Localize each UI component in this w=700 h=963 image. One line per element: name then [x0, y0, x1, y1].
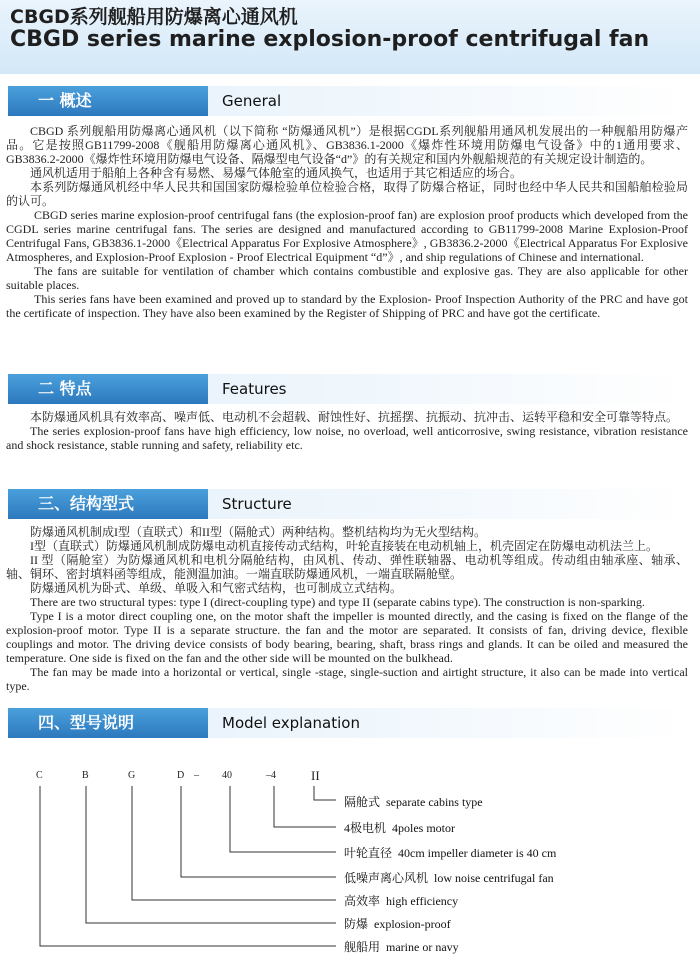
section-general-header	[8, 86, 688, 116]
section-label-en: Structure	[222, 495, 292, 513]
section-label-cn: 一 概述	[8, 86, 208, 116]
page-header	[0, 0, 700, 74]
title-chinese: CBGD系列舰船用防爆离心通风机	[10, 6, 298, 28]
label-en: 40cm impeller diameter is 40 cm	[398, 846, 557, 860]
model-leader-lines	[0, 760, 700, 963]
leader-line	[132, 786, 336, 900]
model-code-letter: 40	[222, 770, 232, 781]
model-code-letter: C	[36, 770, 43, 781]
model-code-diagram	[0, 760, 700, 963]
leader-line	[230, 786, 336, 852]
paragraph: II 型（隔舱室）为防爆通风机和电机分隔舱结构，由风机、传动、弹性联轴器、电动机等组成。传动组由轴承座、轴承、轴、铜环、密封填料函等组成，能测温加油。一端直联防爆通风机，一端直联隔舱壁。	[6, 553, 688, 581]
label-en: 4poles motor	[392, 821, 456, 835]
paragraph: The fan may be made into a horizontal or vertical, single -stage, single-suction and airtight structure, it also can be made into vertical type.	[6, 665, 688, 693]
model-code-letter: D	[177, 770, 185, 781]
paragraph: CBGD 系列舰船用防爆离心通风机（以下简称 “防爆通风机”）是根据CGDL系列舰船用通风机发展出的一种舰船用防爆产品。它是按照GB11799-2008《舰船用防爆离心通风机》、GB3836.1-2000《爆炸性环境用防爆电气设备》中的1通用要求、GB3836.2-2000《爆炸性环境用防爆电气设备、隔爆型电气设备“d”》的有关规定和国内外舰船规范的有关规定设计制造的。	[6, 124, 688, 166]
paragraph: I型（直联式）防爆通风机制成防爆电动机直接传动式结构，叶轮直接装在电动机轴上，机壳固定在防爆电动机法兰上。	[30, 539, 659, 553]
paragraph: 通风机适用于船舶上各种含有易燃、易爆气体舱室的通风换气，也适用于其它相适应的场合。	[30, 166, 523, 180]
label-cn: 叶轮直径	[344, 846, 393, 860]
paragraph: The fans are suitable for ventilation of chamber which contains combustible and explosive gas. They are also applicable for other suitable places.	[6, 264, 688, 292]
section-model-header	[8, 708, 688, 738]
label-en: high efficiency	[386, 894, 459, 908]
label-cn: 舰船用	[344, 940, 381, 954]
section-label-cn: 三、结构型式	[8, 489, 208, 519]
section-label-cn: 四、型号说明	[8, 708, 208, 738]
paragraph: The series explosion-proof fans have high efficiency, low noise, no overload, well anticorrosive, swing resistance, vibration resistance and shock resistance, stable running and safety, reliability etc.	[6, 424, 688, 452]
general-text	[6, 124, 688, 320]
label-cn: 4极电机	[344, 821, 387, 835]
paragraph: 本系列防爆通风机经中华人民共和国国家防爆检验单位检验合格，取得了防爆合格证，同时也经中华人民共和国船舶检验局的认可。	[6, 180, 688, 208]
section-features-header	[8, 374, 688, 404]
label-en: separate cabins type	[386, 795, 483, 809]
model-code-dash: –	[194, 770, 199, 781]
label-cn: 隔舱式	[344, 795, 381, 809]
model-label-efficiency	[344, 892, 464, 909]
leader-line	[181, 786, 336, 877]
model-label-low-noise	[344, 869, 560, 886]
model-label-poles	[344, 819, 461, 836]
section-label-cn: 二 特点	[8, 374, 208, 404]
paragraph: 防爆通风机为卧式、单级、单吸入和气密式结构，也可制成立式结构。	[30, 581, 403, 595]
leader-line	[274, 786, 336, 827]
model-label-marine	[344, 938, 465, 955]
paragraph: 本防爆通风机具有效率高、噪声低、电动机不会超载、耐蚀性好、抗摇摆、抗振动、抗冲击、运转平稳和安全可靠等特点。	[30, 410, 679, 424]
features-text	[6, 410, 688, 452]
label-cn: 防爆	[344, 917, 369, 931]
paragraph: Type I is a motor direct coupling one, on the motor shaft the impeller is mounted directly, and the casing is fixed on the flange of the explosion-proof motor. Type II is a separate structure. the fan and the motor are separated. It consists of fan, driving device, flexible couplings and motor. The driving device consists of body bearing, bearing, shaft, brass rings and glands. It can be oiled and measured the temperature. One side is fixed on the fan and the other side will be mounted on the bulkhead.	[6, 609, 688, 665]
label-cn: 低噪声离心风机	[344, 871, 429, 885]
paragraph: This series fans have been examined and proved up to standard by the Explosion- Proof Inspection Authority of the PRC and have got the certificate of inspection. They have also been examined by the Register of Shipping of PRC and have got the certificate.	[6, 292, 688, 320]
label-cn: 高效率	[344, 894, 381, 908]
section-label-en: Model explanation	[222, 714, 360, 732]
model-label-explosion-proof	[344, 915, 457, 932]
paragraph: There are two structural types: type I (direct-coupling type) and type II (separate cabins type). The construction is non-sparking.	[30, 595, 645, 609]
model-code-letter: B	[82, 770, 89, 781]
model-code-letter: G	[128, 770, 136, 781]
model-code-letter: II	[311, 768, 320, 783]
section-label-en: Features	[222, 380, 287, 398]
label-en: marine or navy	[386, 940, 459, 954]
paragraph: 防爆通风机制成I型（直联式）和II型（隔舱式）两种结构。整机结构均为无火型结构。	[30, 525, 486, 539]
paragraph: CBGD series marine explosion-proof centrifugal fans (the explosion-proof fan) are explosion proof products which developed from the CGDL series marine centrifugal fans. The series are designed and manufactured according to GB11799-2008 Marine Explosion-Proof Centrifugal Fans, GB3836.1-2000《Electrical Apparatus For Explosive Atmosphere》, GB3836.2-2000《Electrical Apparatus For Explosive Atmospheres, and Explosion-Proof Explosion - Proof Electrical Equipment “d”》, and ship regulations of Chinese and international.	[6, 208, 688, 264]
label-en: explosion-proof	[374, 917, 451, 931]
title-english: CBGD series marine explosion-proof centrifugal fan	[10, 27, 650, 52]
section-structure-header	[8, 489, 688, 519]
leader-line	[40, 786, 336, 946]
model-label-separate-cabins	[344, 793, 489, 810]
label-en: low noise centrifugal fan	[434, 871, 554, 885]
structure-text	[6, 525, 688, 693]
model-label-impeller	[344, 844, 562, 861]
model-code-letter: –4	[266, 770, 276, 781]
section-label-en: General	[222, 92, 282, 110]
leader-line	[86, 786, 336, 923]
leader-line	[314, 786, 336, 800]
